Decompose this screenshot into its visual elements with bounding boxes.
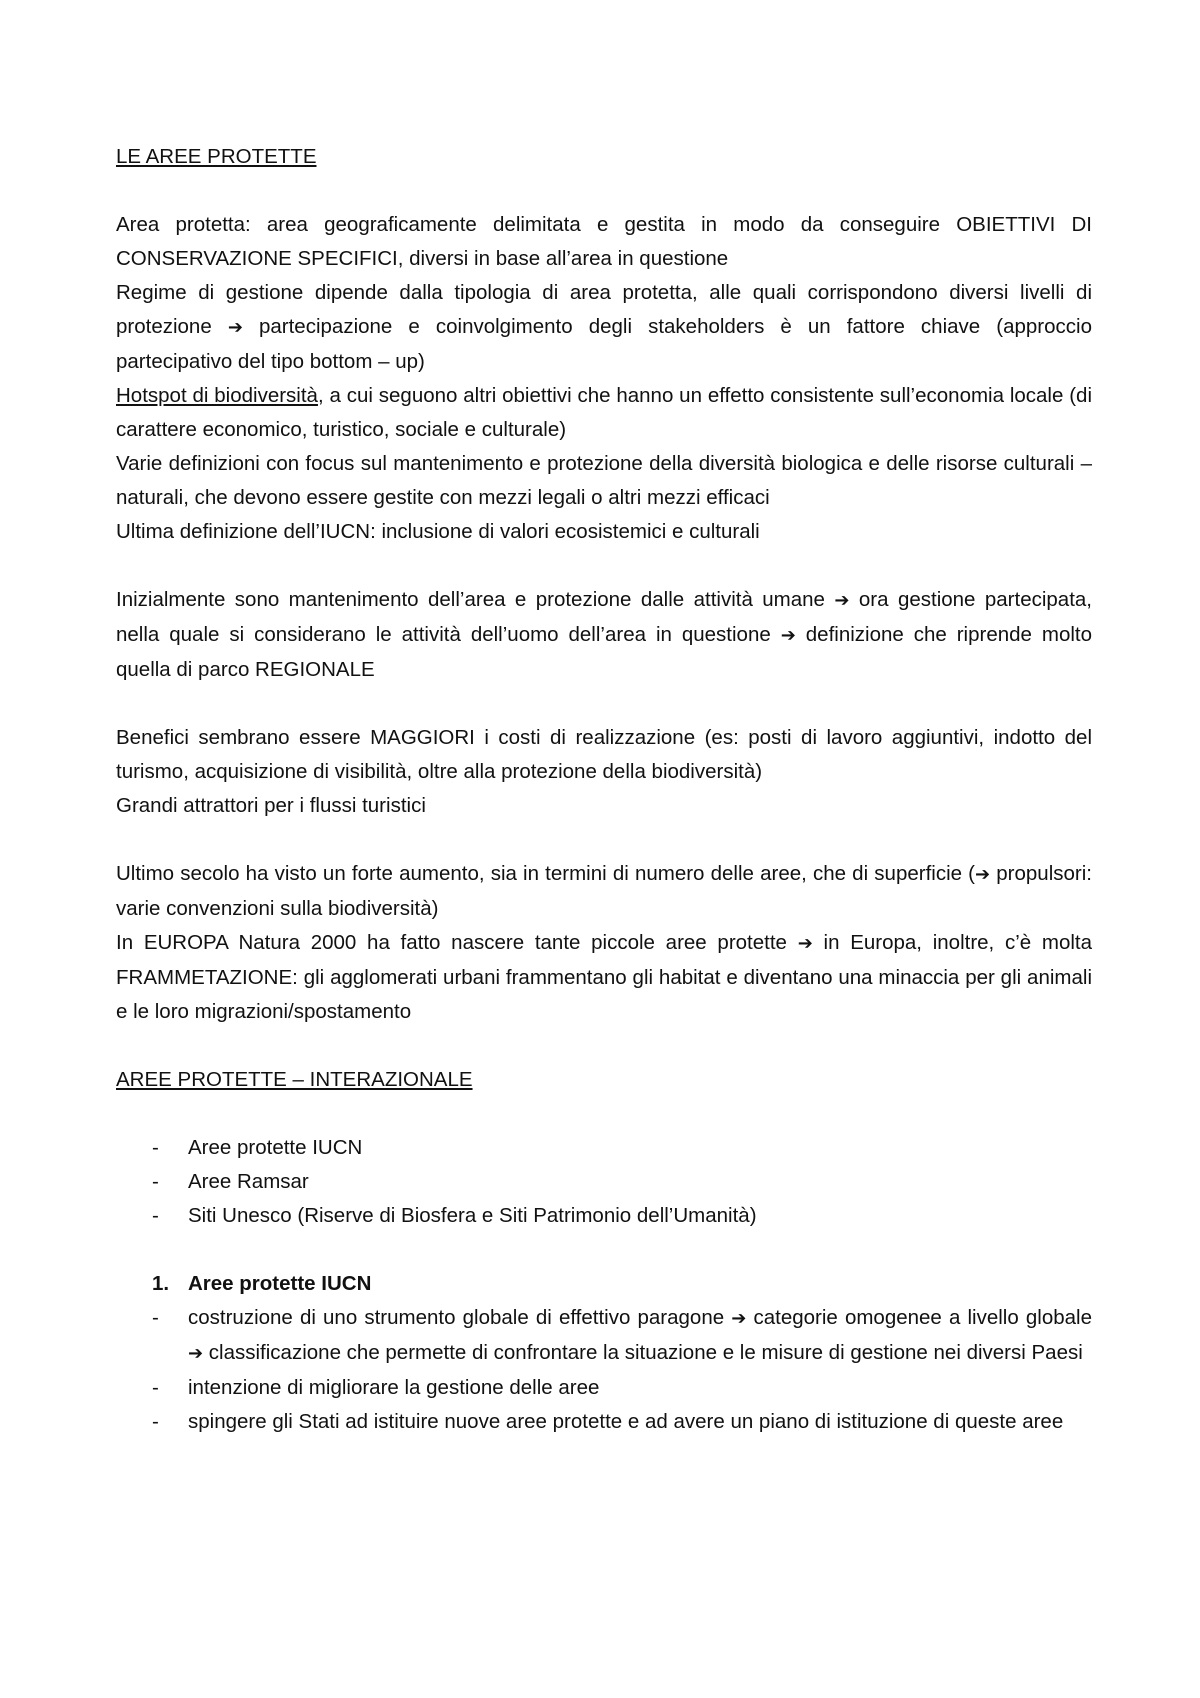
arrow-right-icon: ➔ xyxy=(797,933,813,954)
paragraph-text: Inizialmente sono mantenimento dell’area e protezione dalle attività umane xyxy=(116,588,825,611)
paragraph-text: Ultimo secolo ha visto un forte aumento, sia in termini di numero delle aree, che di superficie ( xyxy=(116,862,976,885)
iucn-list xyxy=(116,1267,1092,1439)
paragraph-text: ora gestione partecipata, nella quale si considerano le attività dell’uomo dell’area in questione xyxy=(116,588,1092,646)
paragraph-hotspot xyxy=(116,379,1092,447)
list-item xyxy=(116,1301,1092,1371)
section-title: AREE PROTETTE – INTERAZIONALE xyxy=(116,1068,473,1091)
number-marker: 1. xyxy=(152,1272,170,1295)
spacer xyxy=(116,549,1092,583)
list-item-text: Aree Ramsar xyxy=(188,1170,309,1193)
list-item xyxy=(116,1199,1092,1233)
spacer xyxy=(116,174,1092,208)
list-item xyxy=(116,1371,1092,1405)
arrow-right-icon: ➔ xyxy=(780,625,796,646)
paragraph-initially xyxy=(116,583,1092,687)
arrow-right-icon: ➔ xyxy=(731,1308,747,1329)
paragraph-text: definizione che riprende molto quella di parco REGIONALE xyxy=(116,623,1093,681)
paragraph-text: In EUROPA Natura 2000 ha fatto nascere tante piccole aree protette xyxy=(116,931,787,954)
spacer xyxy=(116,1233,1092,1267)
document-page xyxy=(116,140,1092,1439)
paragraph-text: partecipazione e coinvolgimento degli stakeholders è un fattore chiave (approccio partecipativo del tipo bottom – up) xyxy=(116,315,1092,373)
list-item xyxy=(116,1405,1092,1439)
list-item-text: spingere gli Stati ad istituire nuove aree protette e ad avere un piano di istituzione di queste aree xyxy=(188,1410,1064,1433)
dash-marker: - xyxy=(152,1376,159,1399)
paragraph-attractors: Grandi attrattori per i flussi turistici xyxy=(116,794,426,817)
list-item-segment: classificazione che permette di confrontare la situazione e le misure di gestione nei diversi Paesi xyxy=(208,1341,1083,1364)
paragraph-europe xyxy=(116,926,1092,1029)
spacer xyxy=(116,1029,1092,1063)
dash-marker: - xyxy=(152,1136,159,1159)
list-item-segment: costruzione di uno strumento globale di effettivo paragone xyxy=(188,1306,725,1329)
dash-marker: - xyxy=(152,1170,159,1193)
paragraph-iucn-definition: Ultima definizione dell’IUCN: inclusione di valori ecosistemici e culturali xyxy=(116,520,760,543)
page-title: LE AREE PROTETTE xyxy=(116,145,317,168)
paragraph-last-century xyxy=(116,857,1092,926)
list-item-text: Siti Unesco (Riserve di Biosfera e Siti Patrimonio dell’Umanità) xyxy=(188,1204,757,1227)
dash-marker: - xyxy=(152,1306,159,1329)
list-item xyxy=(116,1131,1092,1165)
list-item xyxy=(116,1165,1092,1199)
list-item-segment: categorie omogenee a livello globale xyxy=(753,1306,1092,1329)
types-list xyxy=(116,1131,1092,1233)
arrow-right-icon: ➔ xyxy=(188,1343,204,1364)
numbered-heading-text: Aree protette IUCN xyxy=(188,1272,372,1295)
dash-marker: - xyxy=(152,1410,159,1433)
dash-marker: - xyxy=(152,1204,159,1227)
paragraph-text: in Europa, inoltre, c’è molta FRAMMETAZIONE: gli agglomerati urbani frammentano gli habitat e diventano una minaccia per gli animali e le loro migrazioni/spostamento xyxy=(116,931,1093,1023)
paragraph-text: , a cui seguono altri obiettivi che hanno un effetto consistente sull’economia locale (di carattere economico, turistico, sociale e culturale) xyxy=(116,384,1093,441)
arrow-right-icon: ➔ xyxy=(975,864,991,885)
spacer xyxy=(116,687,1092,721)
paragraph-benefits: Benefici sembrano essere MAGGIORI i costi di realizzazione (es: posti di lavoro aggiuntivi, indotto del turismo, acquisizione di visibilità, oltre alla protezione della biodiversità) xyxy=(116,726,1092,783)
list-item-text xyxy=(188,1301,1092,1371)
arrow-right-icon: ➔ xyxy=(834,590,850,611)
hotspot-link-text: Hotspot di biodiversità xyxy=(116,384,318,407)
spacer xyxy=(116,823,1092,857)
list-item-text: intenzione di migliorare la gestione delle aree xyxy=(188,1376,600,1399)
list-item-text: Aree protette IUCN xyxy=(188,1136,363,1159)
paragraph-regime xyxy=(116,276,1092,379)
paragraph-text: Regime di gestione dipende dalla tipologia di area protetta, alle quali corrispondono diversi livelli di protezione xyxy=(116,281,1092,338)
paragraph-definitions: Varie definizioni con focus sul mantenimento e protezione della diversità biologica e delle risorse culturali – naturali, che devono essere gestite con mezzi legali o altri mezzi efficaci xyxy=(116,452,1092,509)
spacer xyxy=(116,1097,1092,1131)
paragraph-definition: Area protetta: area geograficamente delimitata e gestita in modo da conseguire OBIETTIVI DI CONSERVAZIONE SPECIFICI, diversi in base all’area in questione xyxy=(116,213,1092,270)
arrow-right-icon: ➔ xyxy=(227,317,243,338)
numbered-heading xyxy=(116,1267,1092,1301)
paragraph-text: propulsori: varie convenzioni sulla biodiversità) xyxy=(116,862,1092,920)
